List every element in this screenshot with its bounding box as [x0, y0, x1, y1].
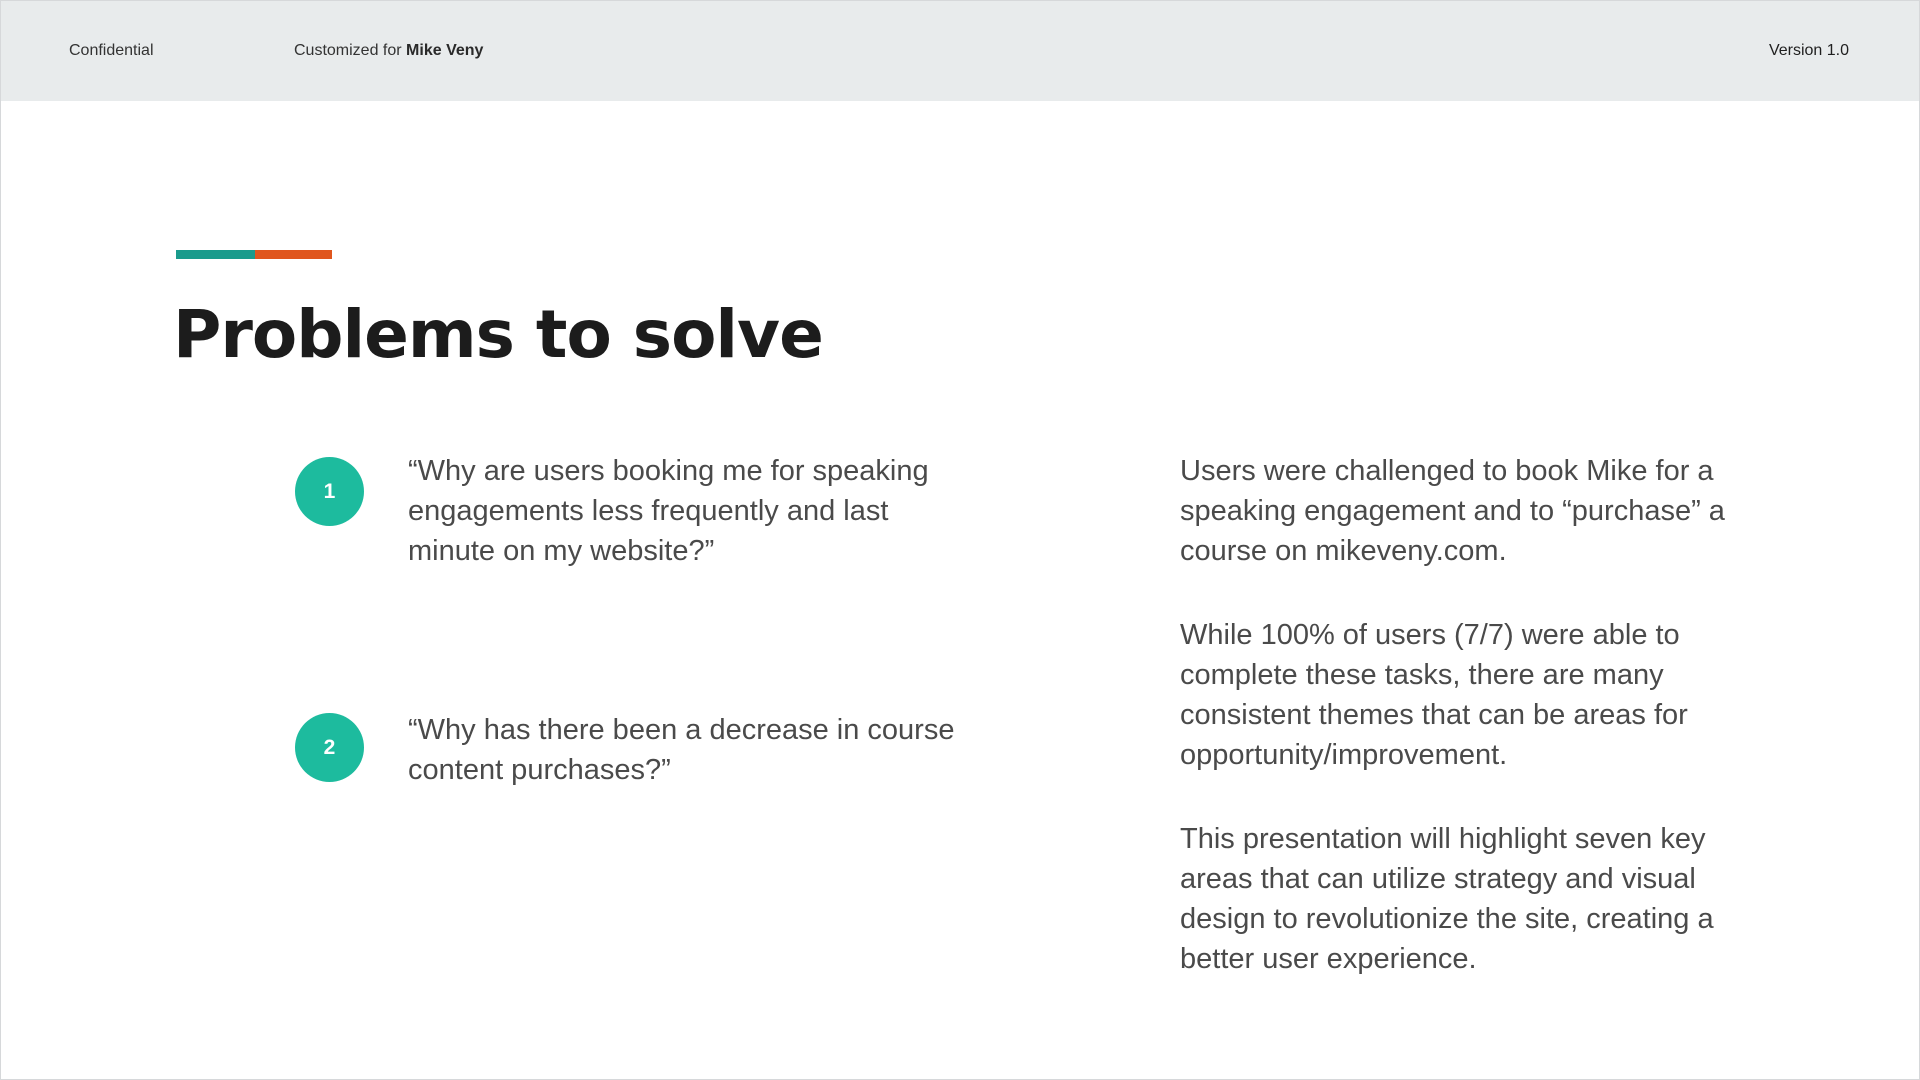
problem-number-badge: 1	[295, 457, 364, 526]
problem-quote: “Why are users booking me for speaking engagements less frequently and last minute on my website?”	[408, 455, 929, 567]
client-name: Mike Veny	[406, 42, 484, 59]
title-accent-orange	[255, 250, 332, 259]
customized-for-label	[294, 41, 483, 61]
confidential-label: Confidential	[69, 42, 154, 59]
summary-paragraph: While 100% of users (7/7) were able to complete these tasks, there are many consistent themes that can be areas for opportunity/improvement.	[1180, 619, 1688, 771]
slide-title: Problems to solve	[173, 296, 823, 373]
problem-quote: “Why has there been a decrease in course content purchases?”	[408, 714, 955, 786]
version-label: Version 1.0	[1768, 42, 1849, 59]
summary-paragraph: Users were challenged to book Mike for a speaking engagement and to “purchase” a course on mikeveny.com.	[1180, 455, 1725, 567]
title-accent-teal	[176, 250, 255, 259]
customized-prefix: Customized for	[294, 42, 402, 59]
summary-paragraph: This presentation will highlight seven key areas that can utilize strategy and visual design to revolutionize the site, creating a better user experience.	[1180, 823, 1714, 975]
slide-header	[1, 1, 1919, 101]
problem-number-badge: 2	[295, 713, 364, 782]
